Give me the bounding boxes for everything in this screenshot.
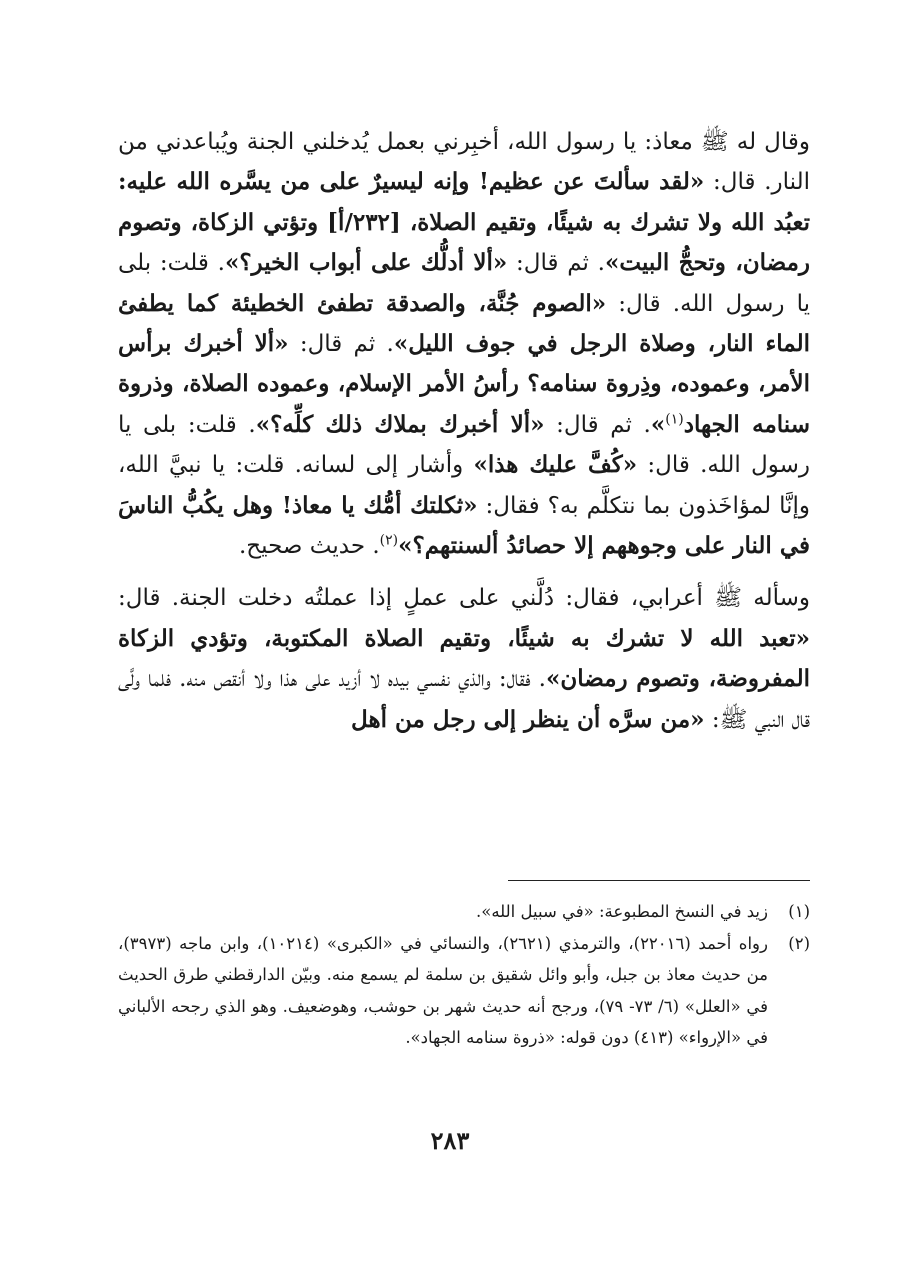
narration-text: . ثم قال:: [544, 411, 651, 438]
narration-text: . فقال: والذي نفسي بيده لا أزيد على هذا ولا أنقص منه. فلما ولَّى قال النبي ﷺ:: [118, 666, 810, 733]
footnote-ref[interactable]: (٢): [379, 532, 399, 549]
quote-close: »: [650, 410, 666, 438]
footnote-2: [118, 928, 810, 1054]
narration-text: . قلت: بلى يا رسول الله. قال:: [118, 250, 811, 317]
narration-text: وقال له ﷺ معاذ: يا رسول الله، أخبِرني بعمل يُدخلني الجنة ويُباعدني من النار. قال:: [118, 129, 810, 196]
footnote-ref[interactable]: (١): [665, 411, 684, 428]
hadith-quote: «لقد سألتَ عن عظيم! وإنه ليسيرٌ على من يسَّره الله عليه: تعبُد الله ولا تشرك به شيئًا، وتقيم الصلاة، [٢٣٢/أ] وتؤتي الزكاة، وتصوم رمضان، وتحجُّ البيت»: [118, 168, 811, 277]
hadith-quote: «من سرَّه أن ينظر إلى رجل من أهل: [351, 705, 705, 733]
narration-text: . ثم قال:: [507, 250, 605, 277]
page-number: ٢٨٣: [430, 1126, 470, 1155]
footnote-number: (١): [788, 902, 810, 921]
paragraph-1: [118, 122, 810, 566]
footnote-text: رواه أحمد (٢٢٠١٦)، والترمذي (٢٦٢١)، والنسائي في «الكبرى» (١٠٢١٤)، وابن ماجه (٣٩٧٣)، من حديث معاذ بن جبل، وأبو وائل شقيق بن سلمة لم يسمع منه. وبيّن الدارقطني طرق الحديث في «العلل» (٦/ ٧٣- ٧٩)، ورجح أنه حديث شهر بن حوشب، وهوضعيف. وهو الذي رجحه الألباني في «الإرواء» (٤١٣) دون قوله: «ذروة سنامه الجهاد».: [118, 933, 768, 1047]
footnote-1: [118, 896, 810, 928]
hadith-quote: «ثكلتك أمُّك يا معاذ! وهل يكُبُّ الناسَ في النار على وجوههم إلا حصائدُ ألسنتهم؟»: [118, 491, 810, 560]
hadith-quote: «ألا أخبرك برأس الأمر، وعموده، وذِروة سنامه؟ رأسُ الأمر الإسلام، وعموده الصلاة، وذروة سنامه الجهاد: [118, 330, 810, 438]
hadith-quote: «الصوم جُنَّة، والصدقة تطفئ الخطيئة كما يطفئ الماء النار، وصلاة الرجل في جوف الليل»: [118, 289, 810, 358]
hadith-quote: «ألا أدلُّك على أبواب الخير؟»: [224, 249, 508, 277]
footnote-divider: [508, 880, 810, 881]
main-text: [118, 122, 810, 752]
narration-text: . ثم قال:: [288, 331, 394, 358]
paragraph-2: [118, 578, 810, 740]
narration-text: . حديث صحيح.: [238, 533, 380, 560]
narration-text: . قلت: بلى يا رسول الله. قال:: [118, 411, 810, 479]
narration-text: وأشار إلى لسانه. قلت: يا نبيَّ الله، وإنَّا لمؤاخَذون بما نتكلَّم به؟ فقال:: [118, 452, 810, 519]
footnote-text: زيد في النسخ المطبوعة: «في سبيل الله».: [475, 902, 768, 921]
hadith-quote: «تعبد الله لا تشرك به شيئًا، وتقيم الصلاة المكتوبة، وتؤدي الزكاة المفروضة، وتصوم رمضان»: [118, 624, 810, 693]
hadith-quote: «كُفَّ عليك هذا»: [473, 451, 638, 479]
footnote-number: (٢): [788, 933, 810, 953]
narration-text: وسأله ﷺ أعرابي، فقال: دُلَّني على عملٍ إذا عملتُه دخلت الجنة. قال:: [118, 585, 810, 612]
hadith-quote: «ألا أخبرك بملاك ذلك كلِّه؟»: [255, 410, 545, 438]
footnotes: [118, 896, 810, 1054]
